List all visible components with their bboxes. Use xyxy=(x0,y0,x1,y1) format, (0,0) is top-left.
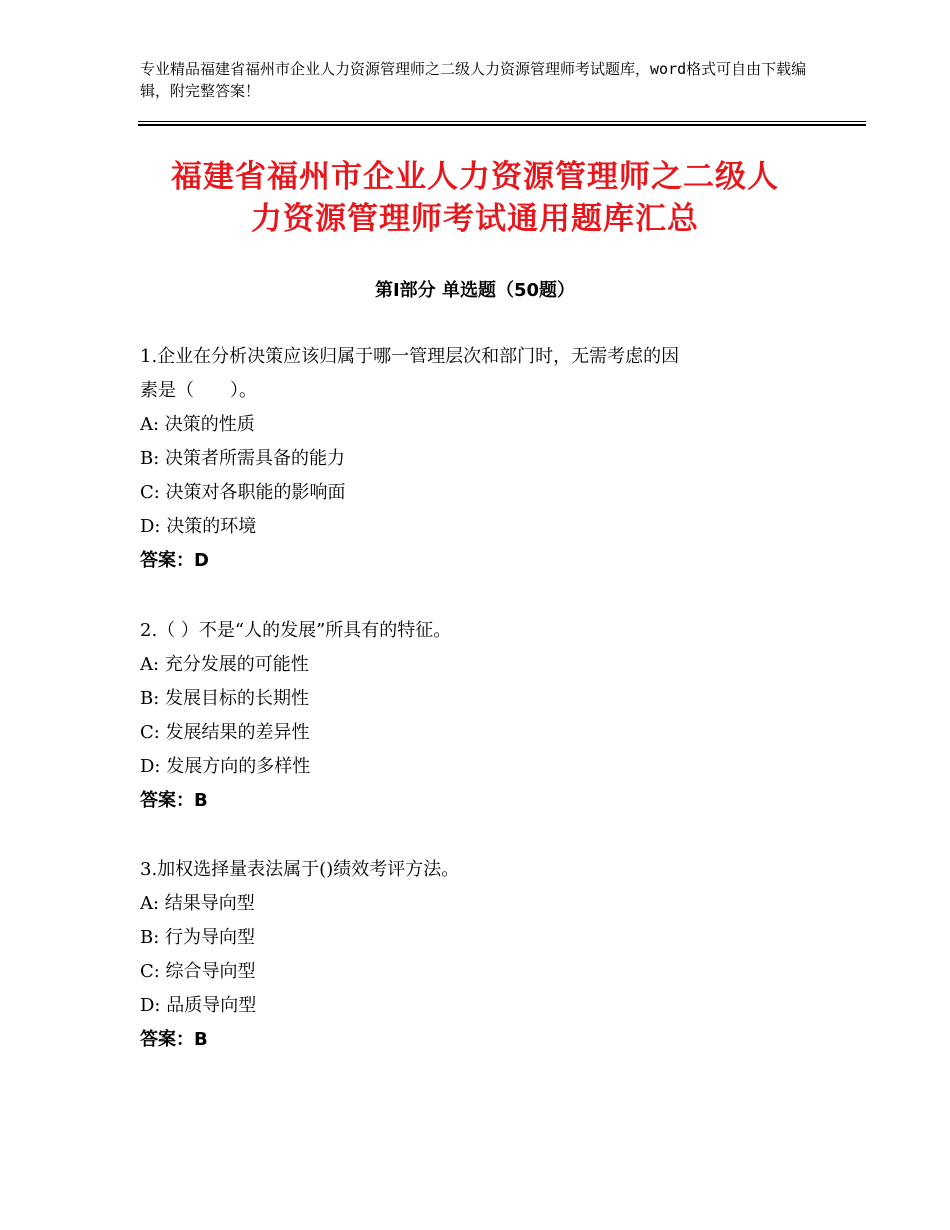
option-d: D: 品质导向型 xyxy=(140,995,257,1016)
header-note: 专业精品福建省福州市企业人力资源管理师之二级人力资源管理师考试题库，word格式可自由下载编辑，附完整答案！ xyxy=(140,60,807,100)
option-c: C: 发展结果的差异性 xyxy=(140,722,310,743)
answer: 答案：B xyxy=(140,1029,208,1050)
question-3 xyxy=(140,853,820,1057)
question-2 xyxy=(140,614,820,818)
question-stem: 3.加权选择量表法属于()绩效考评方法。 xyxy=(140,859,460,880)
option-a: A: 充分发展的可能性 xyxy=(140,654,309,675)
option-c: C: 决策对各职能的影响面 xyxy=(140,482,346,503)
section-heading: 第Ⅰ部分 单选题（50题） xyxy=(374,280,575,301)
question-stem: 2.（ ）不是“人的发展”所具有的特征。 xyxy=(140,620,452,641)
option-d: D: 发展方向的多样性 xyxy=(140,756,311,777)
header-rule-thin xyxy=(138,121,866,122)
document-title xyxy=(100,156,850,240)
question-stem-cont: 素是（ ）。 xyxy=(140,380,257,401)
option-b: B: 行为导向型 xyxy=(140,927,256,948)
option-a: A: 决策的性质 xyxy=(140,414,255,435)
option-a: A: 结果导向型 xyxy=(140,893,255,914)
option-b: B: 发展目标的长期性 xyxy=(140,688,310,709)
title-line-2: 力资源管理师考试通用题库汇总 xyxy=(251,201,699,237)
header-rule-thick xyxy=(138,124,866,126)
question-stem: 1.企业在分析决策应该归属于哪一管理层次和部门时，无需考虑的因 xyxy=(140,346,680,367)
answer: 答案：D xyxy=(140,550,209,571)
option-b: B: 决策者所需具备的能力 xyxy=(140,448,346,469)
option-c: C: 综合导向型 xyxy=(140,961,256,982)
title-line-1: 福建省福州市企业人力资源管理师之二级人 xyxy=(171,159,779,195)
option-d: D: 决策的环境 xyxy=(140,516,257,537)
answer: 答案：B xyxy=(140,790,208,811)
question-1 xyxy=(140,340,820,578)
